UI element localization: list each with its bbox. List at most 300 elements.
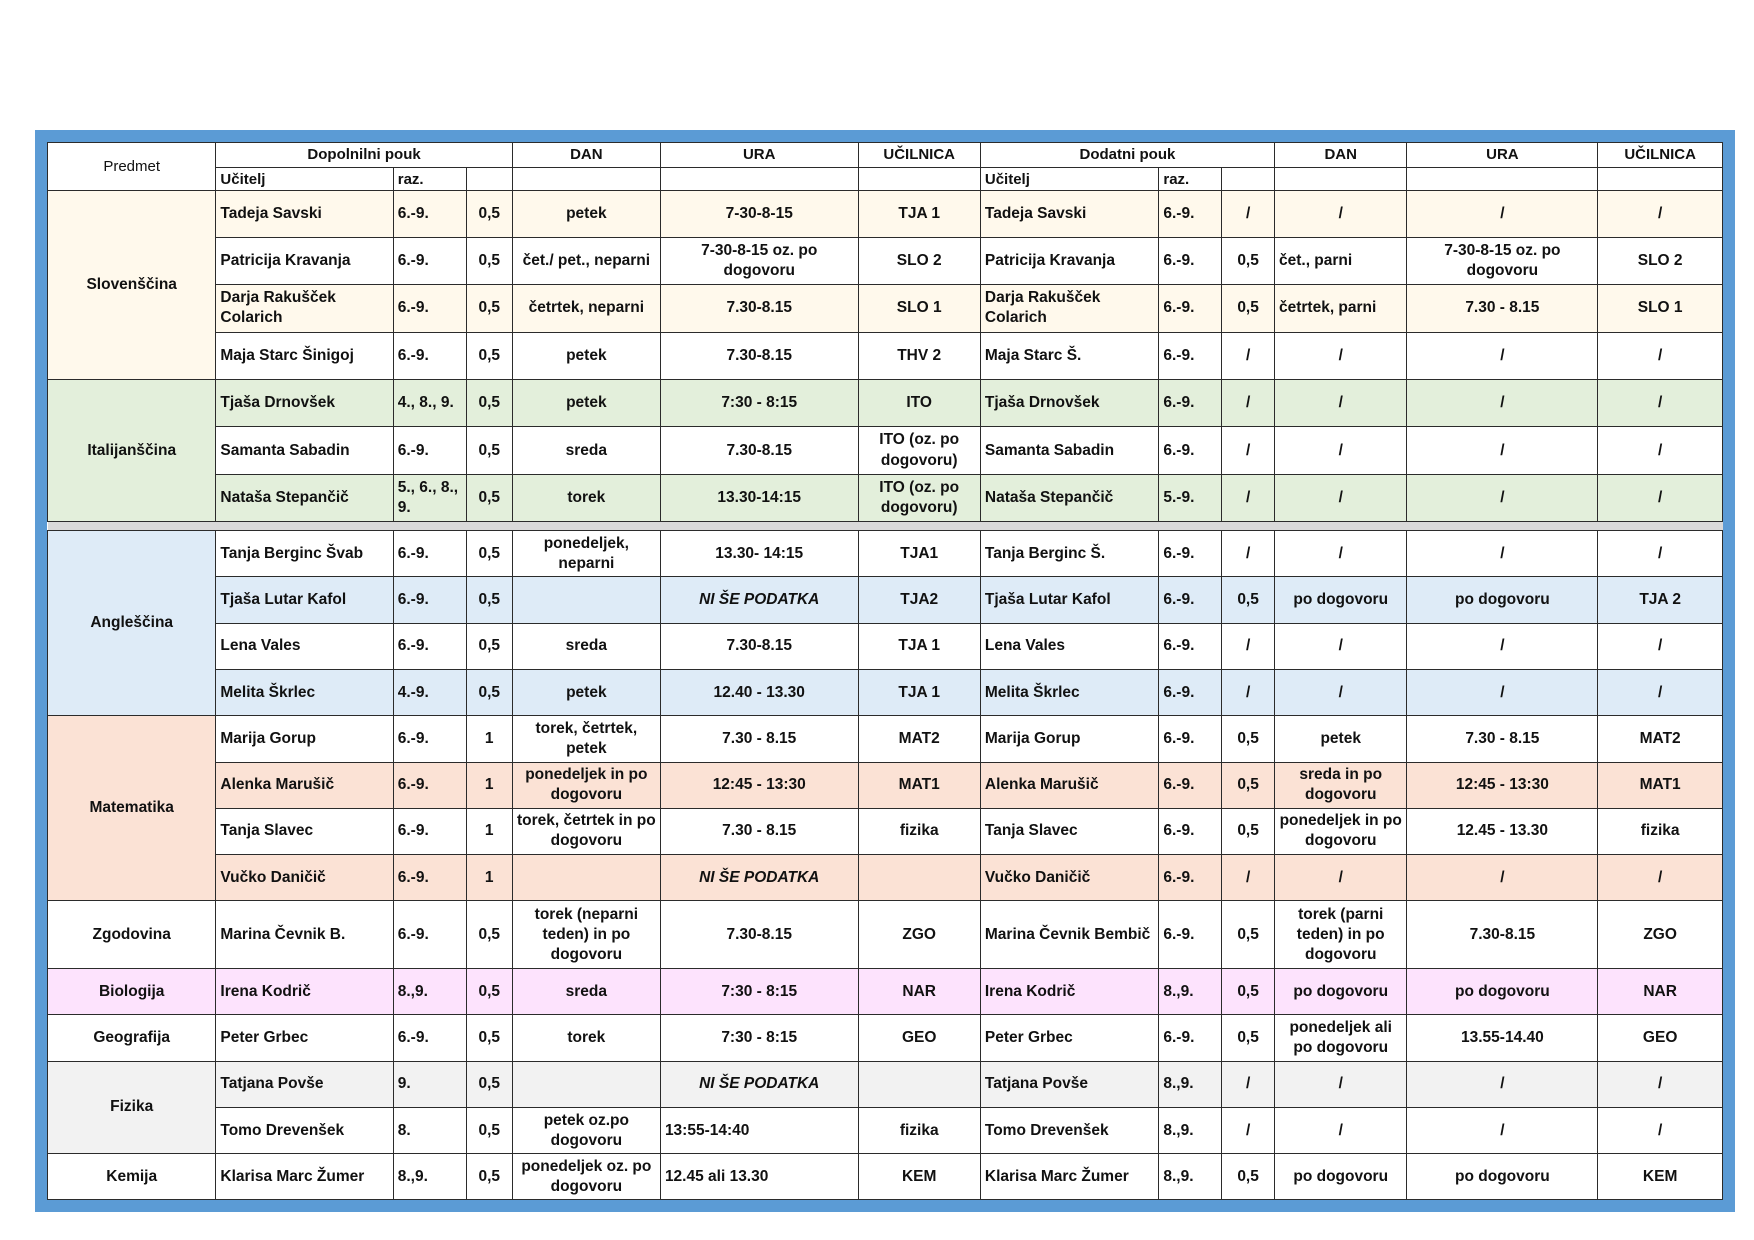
dodatni-header: Dodatni pouk [980,143,1274,168]
cell-ure-dodatni: 0,5 [1222,901,1275,969]
cell-razred-dodatni: 6.-9. [1159,531,1222,577]
cell-ure-dodatni: / [1222,427,1275,474]
cell-razred: 6.-9. [393,1015,466,1061]
table-row [48,531,1723,577]
cell-ure-dodatni: 0,5 [1222,1015,1275,1061]
cell-ure-dodatni: / [1222,855,1275,901]
cell-razred: 6.-9. [393,332,466,379]
cell-razred-dodatni: 6.-9. [1159,1015,1222,1061]
cell-ucilnica: MAT2 [858,716,980,762]
empty-header-cell [512,168,660,191]
cell-ura-dodatni: / [1407,474,1598,521]
cell-ure-dodatni: 0,5 [1222,716,1275,762]
cell-razred: 6.-9. [393,762,466,808]
cell-ucitelj: Marija Gorup [216,716,393,762]
cell-ure-dodatni: 0,5 [1222,577,1275,623]
cell-ucitelj-dodatni: Vučko Daničič [980,855,1158,901]
table-row [48,669,1723,715]
cell-ura: 13.30- 14:15 [660,531,858,577]
cell-ure: 0,5 [466,474,512,521]
cell-ucilnica-dodatni: ZGO [1598,901,1723,969]
cell-ure: 0,5 [466,1061,512,1107]
cell-ura-dodatni: 12.45 - 13.30 [1407,808,1598,854]
cell-ucitelj: Tadeja Savski [216,191,393,237]
cell-ucilnica: SLO 2 [858,237,980,284]
cell-razred-dodatni: 5.-9. [1159,474,1222,521]
cell-ucilnica: TJA2 [858,577,980,623]
cell-ucilnica: TJA 1 [858,623,980,669]
cell-ucitelj-dodatni: Tatjana Povše [980,1061,1158,1107]
cell-razred: 6.-9. [393,577,466,623]
subject-name: Italijanščina [48,380,216,522]
cell-ure-dodatni: / [1222,531,1275,577]
cell-ucitelj-dodatni: Tjaša Lutar Kafol [980,577,1158,623]
cell-ura: 12.40 - 13.30 [660,669,858,715]
cell-ucitelj: Nataša Stepančič [216,474,393,521]
cell-ucitelj: Melita Škrlec [216,669,393,715]
cell-dan: ponedeljek, neparni [512,531,660,577]
cell-ucitelj: Marina Čevnik B. [216,901,393,969]
cell-ucitelj: Tatjana Povše [216,1061,393,1107]
dan-header-2: DAN [1274,143,1406,168]
table-row [48,716,1723,762]
cell-ucilnica: fizika [858,808,980,854]
cell-ure-dodatni: 0,5 [1222,969,1275,1015]
table-row [48,969,1723,1015]
cell-ura: 13:55-14:40 [660,1108,858,1154]
subject-name: Fizika [48,1061,216,1154]
cell-razred-dodatni: 6.-9. [1159,332,1222,379]
cell-ura: 7:30 - 8:15 [660,969,858,1015]
cell-ure: 1 [466,716,512,762]
cell-ura-dodatni: / [1407,380,1598,427]
cell-ura: 7-30-8-15 oz. po dogovoru [660,237,858,284]
cell-dan: torek [512,1015,660,1061]
cell-ucitelj: Tanja Berginc Švab [216,531,393,577]
cell-ucilnica-dodatni: GEO [1598,1015,1723,1061]
cell-ure-dodatni: 0,5 [1222,808,1275,854]
cell-razred: 5., 6., 8., 9. [393,474,466,521]
cell-ucilnica: MAT1 [858,762,980,808]
subject-name: Zgodovina [48,901,216,969]
cell-ura: 7.30 - 8.15 [660,716,858,762]
cell-ucilnica: ZGO [858,901,980,969]
cell-razred: 6.-9. [393,808,466,854]
cell-razred-dodatni: 6.-9. [1159,237,1222,284]
cell-razred-dodatni: 6.-9. [1159,855,1222,901]
cell-razred: 8.,9. [393,1154,466,1200]
dan-header: DAN [512,143,660,168]
cell-ucilnica: TJA1 [858,531,980,577]
cell-ucitelj-dodatni: Tanja Berginc Š. [980,531,1158,577]
cell-ucilnica-dodatni: / [1598,855,1723,901]
cell-dan-dodatni: / [1274,855,1406,901]
cell-ucilnica-dodatni: / [1598,623,1723,669]
table-row [48,1015,1723,1061]
cell-razred: 6.-9. [393,285,466,332]
cell-ure: 0,5 [466,1015,512,1061]
cell-ura-dodatni: 13.55-14.40 [1407,1015,1598,1061]
cell-ura: 7:30 - 8:15 [660,1015,858,1061]
cell-dan-dodatni: petek [1274,716,1406,762]
cell-ura: NI ŠE PODATKA [660,1061,858,1107]
cell-ura: 7.30-8.15 [660,427,858,474]
cell-razred-dodatni: 8.,9. [1159,1108,1222,1154]
cell-ura: 7.30-8.15 [660,623,858,669]
cell-ure: 1 [466,855,512,901]
cell-razred: 6.-9. [393,531,466,577]
cell-ucilnica-dodatni: KEM [1598,1154,1723,1200]
cell-ucitelj: Samanta Sabadin [216,427,393,474]
cell-dan: petek oz.po dogovoru [512,1108,660,1154]
cell-ure: 0,5 [466,901,512,969]
cell-razred: 6.-9. [393,855,466,901]
cell-ure: 0,5 [466,669,512,715]
cell-ura: 12.45 ali 13.30 [660,1154,858,1200]
cell-dan [512,577,660,623]
cell-ura-dodatni: 7.30 - 8.15 [1407,716,1598,762]
subject-name: Matematika [48,716,216,901]
table-row [48,901,1723,969]
header-row-1 [48,143,1723,168]
cell-ura-dodatni: 7.30 - 8.15 [1407,285,1598,332]
cell-ura: 13.30-14:15 [660,474,858,521]
cell-ure-dodatni: 0,5 [1222,285,1275,332]
cell-ucilnica: GEO [858,1015,980,1061]
cell-ucilnica-dodatni: SLO 1 [1598,285,1723,332]
cell-ucilnica: KEM [858,1154,980,1200]
cell-ucitelj: Lena Vales [216,623,393,669]
schedule-table [47,142,1723,1200]
cell-ure: 0,5 [466,285,512,332]
cell-ucitelj: Tjaša Lutar Kafol [216,577,393,623]
cell-razred: 8. [393,1108,466,1154]
cell-ura-dodatni: / [1407,623,1598,669]
cell-razred-dodatni: 6.-9. [1159,623,1222,669]
cell-ucitelj: Maja Starc Šinigoj [216,332,393,379]
table-row [48,808,1723,854]
cell-ucilnica-dodatni: fizika [1598,808,1723,854]
cell-razred-dodatni: 6.-9. [1159,577,1222,623]
cell-dan-dodatni: po dogovoru [1274,969,1406,1015]
cell-dan-dodatni: / [1274,380,1406,427]
cell-ura-dodatni: / [1407,427,1598,474]
cell-ure: 0,5 [466,577,512,623]
cell-ucitelj-dodatni: Nataša Stepančič [980,474,1158,521]
table-row [48,191,1723,237]
cell-ura: 7:30 - 8:15 [660,380,858,427]
cell-ura: 7.30-8.15 [660,901,858,969]
cell-ucitelj-dodatni: Irena Kodrič [980,969,1158,1015]
ucilnica-header: UČILNICA [858,143,980,168]
cell-ucilnica-dodatni: MAT1 [1598,762,1723,808]
cell-dan-dodatni: čet., parni [1274,237,1406,284]
cell-ucitelj: Darja Rakušček Colarich [216,285,393,332]
subject-name: Slovenščina [48,191,216,380]
table-row [48,474,1723,521]
cell-ura: 7.30 - 8.15 [660,808,858,854]
cell-ure-dodatni: / [1222,474,1275,521]
cell-ura: 12:45 - 13:30 [660,762,858,808]
empty-header-cell [1222,168,1275,191]
cell-dan-dodatni: ponedeljek ali po dogovoru [1274,1015,1406,1061]
cell-dan-dodatni: / [1274,191,1406,237]
table-row [48,1061,1723,1107]
dopolnilni-header: Dopolnilni pouk [216,143,512,168]
cell-razred-dodatni: 6.-9. [1159,901,1222,969]
cell-ucilnica-dodatni: / [1598,669,1723,715]
cell-ura-dodatni: / [1407,1061,1598,1107]
cell-ucitelj-dodatni: Tanja Slavec [980,808,1158,854]
cell-ure: 0,5 [466,1108,512,1154]
cell-ura-dodatni: / [1407,191,1598,237]
cell-dan: petek [512,380,660,427]
cell-ucitelj: Tjaša Drnovšek [216,380,393,427]
cell-dan-dodatni: / [1274,531,1406,577]
cell-ucilnica-dodatni: / [1598,380,1723,427]
cell-razred-dodatni: 6.-9. [1159,669,1222,715]
cell-ura-dodatni: / [1407,855,1598,901]
cell-ucitelj-dodatni: Lena Vales [980,623,1158,669]
cell-razred-dodatni: 6.-9. [1159,716,1222,762]
cell-ucilnica: ITO [858,380,980,427]
cell-razred: 6.-9. [393,716,466,762]
cell-dan-dodatni: četrtek, parni [1274,285,1406,332]
cell-razred: 6.-9. [393,901,466,969]
cell-ura: NI ŠE PODATKA [660,577,858,623]
cell-ure-dodatni: / [1222,623,1275,669]
ura-header-2: URA [1407,143,1598,168]
cell-razred: 6.-9. [393,427,466,474]
cell-ure-dodatni: / [1222,380,1275,427]
cell-ure-dodatni: / [1222,191,1275,237]
table-row [48,577,1723,623]
cell-ure: 0,5 [466,191,512,237]
cell-dan-dodatni: / [1274,1061,1406,1107]
cell-ura-dodatni: / [1407,332,1598,379]
cell-dan: sreda [512,969,660,1015]
cell-razred: 4., 8., 9. [393,380,466,427]
cell-dan-dodatni: torek (parni teden) in po dogovoru [1274,901,1406,969]
cell-razred: 4.-9. [393,669,466,715]
header-row-2 [48,168,1723,191]
empty-header-cell [858,168,980,191]
cell-ure: 0,5 [466,427,512,474]
cell-ucitelj-dodatni: Patricija Kravanja [980,237,1158,284]
cell-dan-dodatni: po dogovoru [1274,577,1406,623]
table-row [48,427,1723,474]
cell-ura-dodatni: po dogovoru [1407,577,1598,623]
cell-ucilnica: SLO 1 [858,285,980,332]
cell-dan: sreda [512,427,660,474]
cell-dan: petek [512,332,660,379]
cell-ura-dodatni: / [1407,1108,1598,1154]
cell-ura-dodatni: 12:45 - 13:30 [1407,762,1598,808]
cell-dan-dodatni: / [1274,427,1406,474]
raz-header: raz. [393,168,466,191]
subject-name: Biologija [48,969,216,1015]
cell-ucilnica-dodatni: / [1598,332,1723,379]
cell-razred-dodatni: 6.-9. [1159,762,1222,808]
cell-ucilnica: fizika [858,1108,980,1154]
cell-ure-dodatni: / [1222,332,1275,379]
cell-ucitelj: Patricija Kravanja [216,237,393,284]
cell-ucitelj: Tanja Slavec [216,808,393,854]
table-row [48,285,1723,332]
section-gap-cell [48,522,1723,531]
table-row [48,332,1723,379]
cell-ucitelj: Peter Grbec [216,1015,393,1061]
cell-dan-dodatni: ponedeljek in po dogovoru [1274,808,1406,854]
cell-ucilnica-dodatni: / [1598,474,1723,521]
cell-razred-dodatni: 8.,9. [1159,1061,1222,1107]
ucilnica-header-2: UČILNICA [1598,143,1723,168]
cell-ura-dodatni: / [1407,669,1598,715]
cell-razred-dodatni: 6.-9. [1159,191,1222,237]
cell-ure: 1 [466,808,512,854]
cell-ura: NI ŠE PODATKA [660,855,858,901]
cell-razred-dodatni: 6.-9. [1159,285,1222,332]
cell-ucitelj-dodatni: Darja Rakušček Colarich [980,285,1158,332]
cell-ura: 7.30-8.15 [660,332,858,379]
raz-header-2: raz. [1159,168,1222,191]
cell-ucilnica-dodatni: SLO 2 [1598,237,1723,284]
cell-ure: 0,5 [466,623,512,669]
cell-ucitelj-dodatni: Samanta Sabadin [980,427,1158,474]
cell-razred: 6.-9. [393,623,466,669]
cell-ure: 0,5 [466,332,512,379]
cell-ucilnica-dodatni: / [1598,531,1723,577]
cell-dan-dodatni: / [1274,474,1406,521]
cell-ucitelj-dodatni: Peter Grbec [980,1015,1158,1061]
cell-ure-dodatni: / [1222,669,1275,715]
cell-ucilnica-dodatni: / [1598,1061,1723,1107]
cell-ucilnica: THV 2 [858,332,980,379]
cell-ucitelj: Tomo Drevenšek [216,1108,393,1154]
cell-dan: petek [512,191,660,237]
cell-ucilnica [858,855,980,901]
cell-dan: četrtek, neparni [512,285,660,332]
cell-ucilnica: TJA 1 [858,191,980,237]
cell-ucitelj-dodatni: Maja Starc Š. [980,332,1158,379]
cell-ucilnica: TJA 1 [858,669,980,715]
cell-ucitelj-dodatni: Tomo Drevenšek [980,1108,1158,1154]
table-row [48,237,1723,284]
cell-razred: 6.-9. [393,237,466,284]
cell-ure-dodatni: / [1222,1108,1275,1154]
section-gap [48,522,1723,531]
cell-ure: 0,5 [466,1154,512,1200]
subject-name: Kemija [48,1154,216,1200]
cell-ucilnica-dodatni: / [1598,427,1723,474]
cell-ure-dodatni: 0,5 [1222,1154,1275,1200]
ucitelj-header-2: Učitelj [980,168,1158,191]
cell-ura-dodatni: po dogovoru [1407,1154,1598,1200]
cell-ura-dodatni: po dogovoru [1407,969,1598,1015]
cell-ucitelj-dodatni: Melita Škrlec [980,669,1158,715]
ura-header: URA [660,143,858,168]
cell-dan [512,855,660,901]
cell-ura-dodatni: 7.30-8.15 [1407,901,1598,969]
table-row [48,623,1723,669]
cell-ucilnica: NAR [858,969,980,1015]
cell-dan: torek, četrtek in po dogovoru [512,808,660,854]
cell-razred-dodatni: 6.-9. [1159,427,1222,474]
cell-ucitelj-dodatni: Marija Gorup [980,716,1158,762]
table-row [48,762,1723,808]
cell-ura-dodatni: 7-30-8-15 oz. po dogovoru [1407,237,1598,284]
cell-ure-dodatni: 0,5 [1222,762,1275,808]
cell-dan: sreda [512,623,660,669]
cell-ucilnica-dodatni: / [1598,191,1723,237]
cell-dan-dodatni: po dogovoru [1274,1154,1406,1200]
cell-ura: 7-30-8-15 [660,191,858,237]
ucitelj-header: Učitelj [216,168,393,191]
cell-ucilnica-dodatni: NAR [1598,969,1723,1015]
empty-header-cell [1407,168,1598,191]
cell-ucilnica-dodatni: TJA 2 [1598,577,1723,623]
cell-razred-dodatni: 8.,9. [1159,969,1222,1015]
empty-header-cell [660,168,858,191]
cell-dan-dodatni: / [1274,1108,1406,1154]
empty-header-cell [1274,168,1406,191]
cell-ucitelj-dodatni: Marina Čevnik Bembič [980,901,1158,969]
cell-dan: torek (neparni teden) in po dogovoru [512,901,660,969]
cell-dan [512,1061,660,1107]
table-row [48,1108,1723,1154]
cell-razred-dodatni: 6.-9. [1159,808,1222,854]
cell-dan-dodatni: / [1274,669,1406,715]
cell-ure-dodatni: / [1222,1061,1275,1107]
cell-dan: petek [512,669,660,715]
cell-ucitelj-dodatni: Tjaša Drnovšek [980,380,1158,427]
subject-name: Angleščina [48,531,216,716]
cell-ucilnica-dodatni: / [1598,1108,1723,1154]
cell-dan: čet./ pet., neparni [512,237,660,284]
cell-dan-dodatni: / [1274,332,1406,379]
cell-dan: ponedeljek in po dogovoru [512,762,660,808]
cell-ura-dodatni: / [1407,531,1598,577]
schedule-frame [35,130,1735,1212]
cell-ucitelj-dodatni: Tadeja Savski [980,191,1158,237]
cell-ucitelj: Alenka Marušič [216,762,393,808]
cell-ure: 1 [466,762,512,808]
table-row [48,1154,1723,1200]
cell-ucitelj: Klarisa Marc Žumer [216,1154,393,1200]
cell-ucitelj: Vučko Daničič [216,855,393,901]
cell-ure: 0,5 [466,237,512,284]
subject-name: Geografija [48,1015,216,1061]
cell-ucilnica-dodatni: MAT2 [1598,716,1723,762]
cell-ucilnica: ITO (oz. po dogovoru) [858,427,980,474]
cell-ure: 0,5 [466,969,512,1015]
cell-ucilnica [858,1061,980,1107]
empty-header-cell [466,168,512,191]
cell-ure: 0,5 [466,380,512,427]
empty-header-cell [1598,168,1723,191]
cell-ucitelj-dodatni: Alenka Marušič [980,762,1158,808]
cell-dan-dodatni: sreda in po dogovoru [1274,762,1406,808]
cell-ucitelj-dodatni: Klarisa Marc Žumer [980,1154,1158,1200]
predmet-header: Predmet [48,143,216,191]
cell-razred: 6.-9. [393,191,466,237]
cell-ura: 7.30-8.15 [660,285,858,332]
cell-dan-dodatni: / [1274,623,1406,669]
table-row [48,855,1723,901]
cell-dan: torek, četrtek, petek [512,716,660,762]
cell-razred-dodatni: 6.-9. [1159,380,1222,427]
cell-razred-dodatni: 8.,9. [1159,1154,1222,1200]
